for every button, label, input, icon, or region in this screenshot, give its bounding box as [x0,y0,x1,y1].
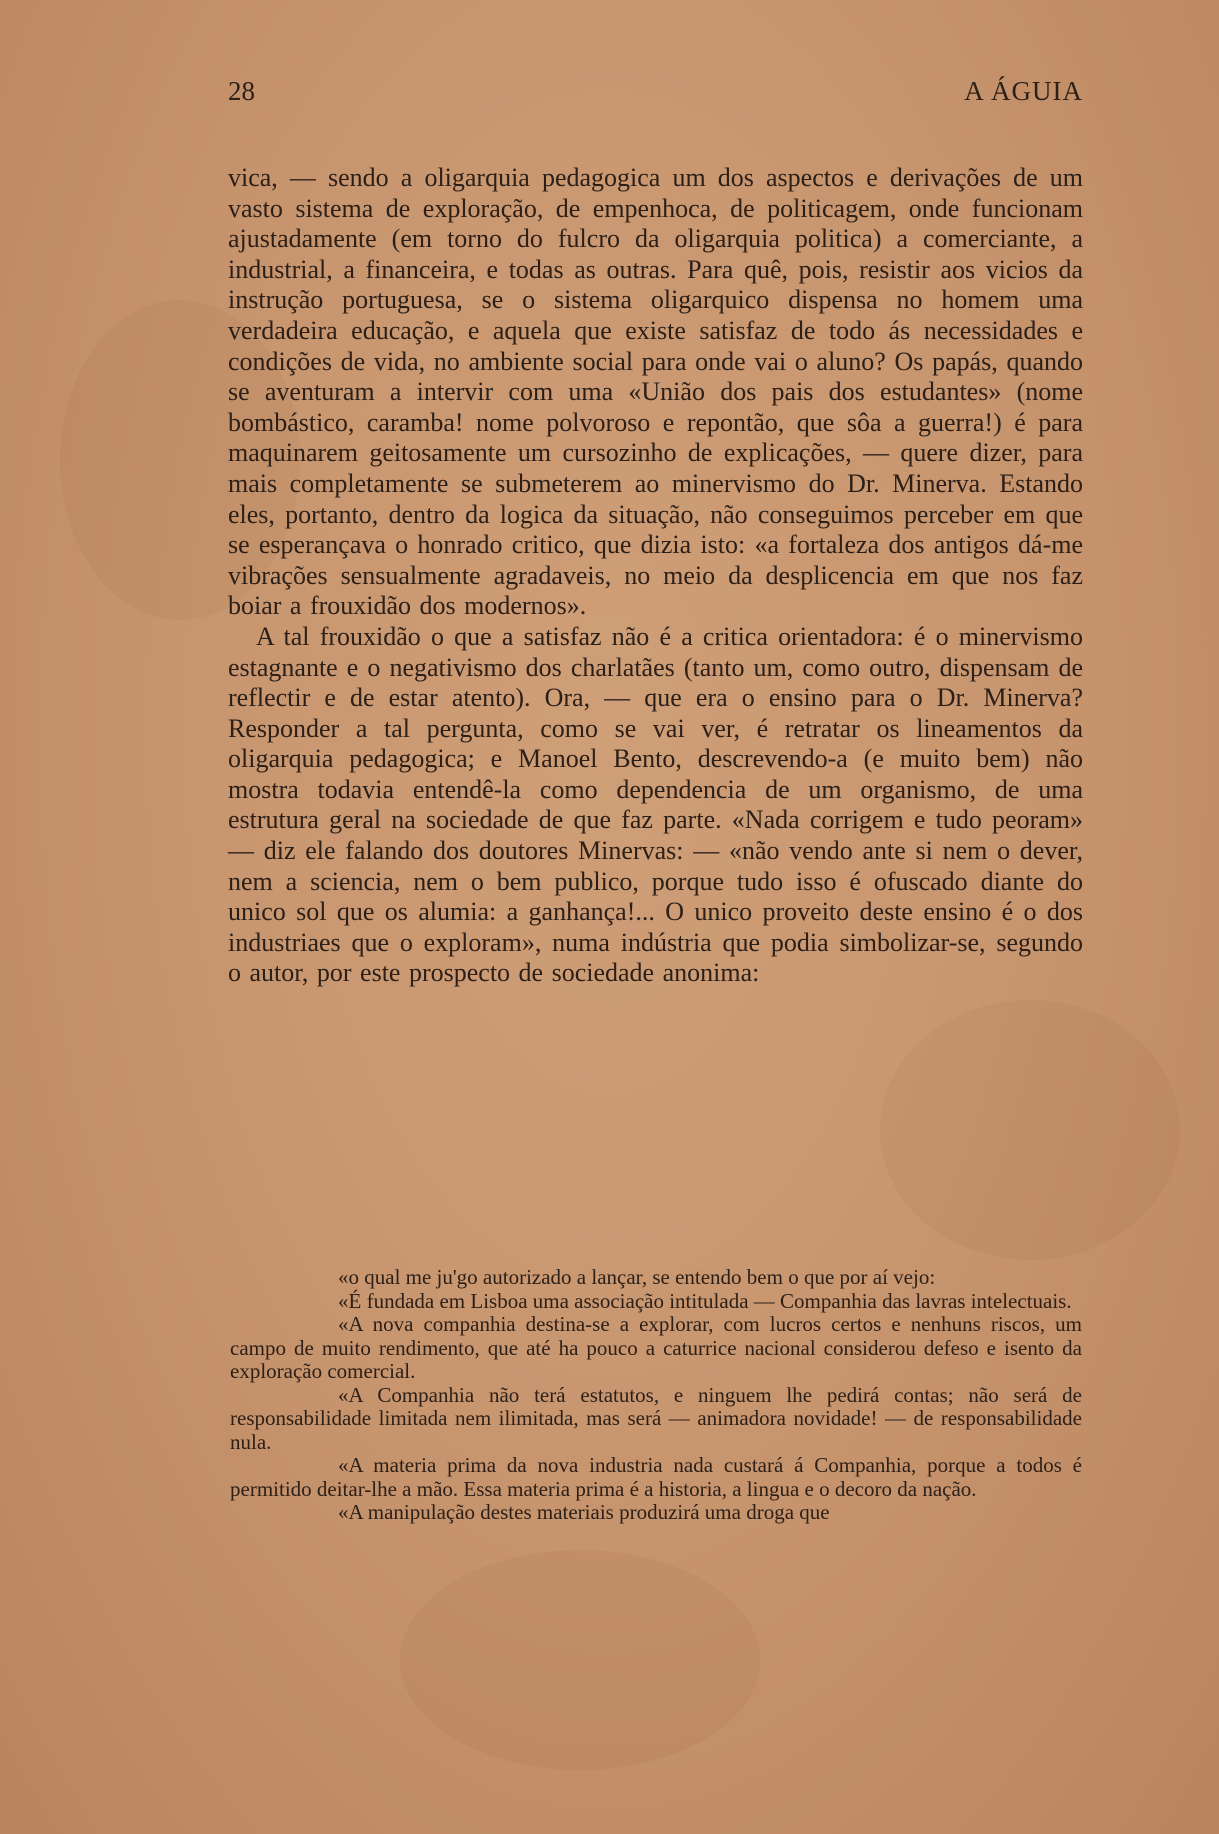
quote-paragraph: «o qual me ju'go autorizado a lançar, se entendo bem o que por aí vejo: [338,1265,936,1289]
page-number: 28 [228,76,255,106]
quote-paragraph: «A nova companhia destina-se a explorar, com lucros certos e nenhuns riscos, um campo de muito rendimento, que até ha pouco a caturrice nacional considerou defeso e isento da exploração comercial. [230,1312,1082,1383]
body-paragraph: A tal frouxidão o que a satisfaz não é a critica orientadora: é o minervismo estagnante e o negativismo dos charlatães (tanto um, como outro, dispensam de reflectir e de estar atento). Ora, — que era o ensino para o Dr. Minerva? Responder a tal pergunta, como se vai ver, é retratar os lineamentos da oligarquia pedagogica; e Manoel Bento, descrevendo-a (e muito bem) não mostra todavia entendê-la como dependencia de um organismo, de uma estrutura geral na sociedade de que faz parte. «Nada corrigem e tudo peoram» — diz ele falando dos doutores Minervas: — «não vendo ante si nem o dever, nem a sciencia, nem o bem publico, porque tudo isso é ofuscado diante do unico sol que os alumia: a ganhança!... O unico proveito deste ensino é o dos industriaes que o exploram», numa indústria que podia simbolizar-se, segundo o autor, por este prospecto de sociedade anonima: [228,621,1083,988]
body-text [228,163,1083,989]
page-header [228,76,1083,116]
quote-paragraph: «A manipulação destes materiais produzirá uma droga que [338,1500,830,1524]
quoted-prospectus [230,1266,1082,1525]
body-paragraph: vica, — sendo a oligarquia pedagogica um dos aspectos e derivações de um vasto sistema de exploração, de empenhoca, de politicagem, onde funcionam ajustadamente (em torno do fulcro da oligarquia politica) a comerciante, a industrial, a financeira, e todas as outras. Para quê, pois, resistir aos vicios da instrução portuguesa, se o sistema oligarquico dispensa no homem uma verdadeira educação, e aquela que existe satisfaz de todo ás necessidades e condições de vida, no ambiente social para onde vai o aluno? Os papás, quando se aventuram a intervir com uma «União dos pais dos estudantes» (nome bombástico, caramba! nome polvoroso e repontão, que sôa a guerra!) é para maquinarem geitosamente um cursozinho de explicações, — quere dizer, para mais completamente se submeterem ao minervismo do Dr. Minerva. Estando eles, portanto, dentro da logica da situação, não conseguimos perceber em que se esperançava o honrado critico, que dizia isto: «a fortaleza dos antigos dá-me vibrações sensualmente agradaveis, no meio da desplicencia em que nos faz boiar a frouxidão dos modernos». [228,163,1083,621]
quote-paragraph: «A Companhia não terá estatutos, e ninguem lhe pedirá contas; não será de responsabilidade limitada nem ilimitada, mas será — animadora novidade! — de responsabilidade nula. [230,1382,1082,1454]
quote-paragraph: «É fundada em Lisboa uma associação intitulada — Companhia das lavras intelectuais. [338,1288,1072,1313]
running-title: A ÁGUIA [964,76,1083,106]
quote-paragraph: «A materia prima da nova industria nada custará á Companhia, porque a todos é permitido deitar-lhe a mão. Essa materia prima é a historia, a lingua e o decoro da nação. [230,1453,1082,1501]
paper-stain [400,1550,760,1770]
paper-stain [880,1000,1180,1260]
